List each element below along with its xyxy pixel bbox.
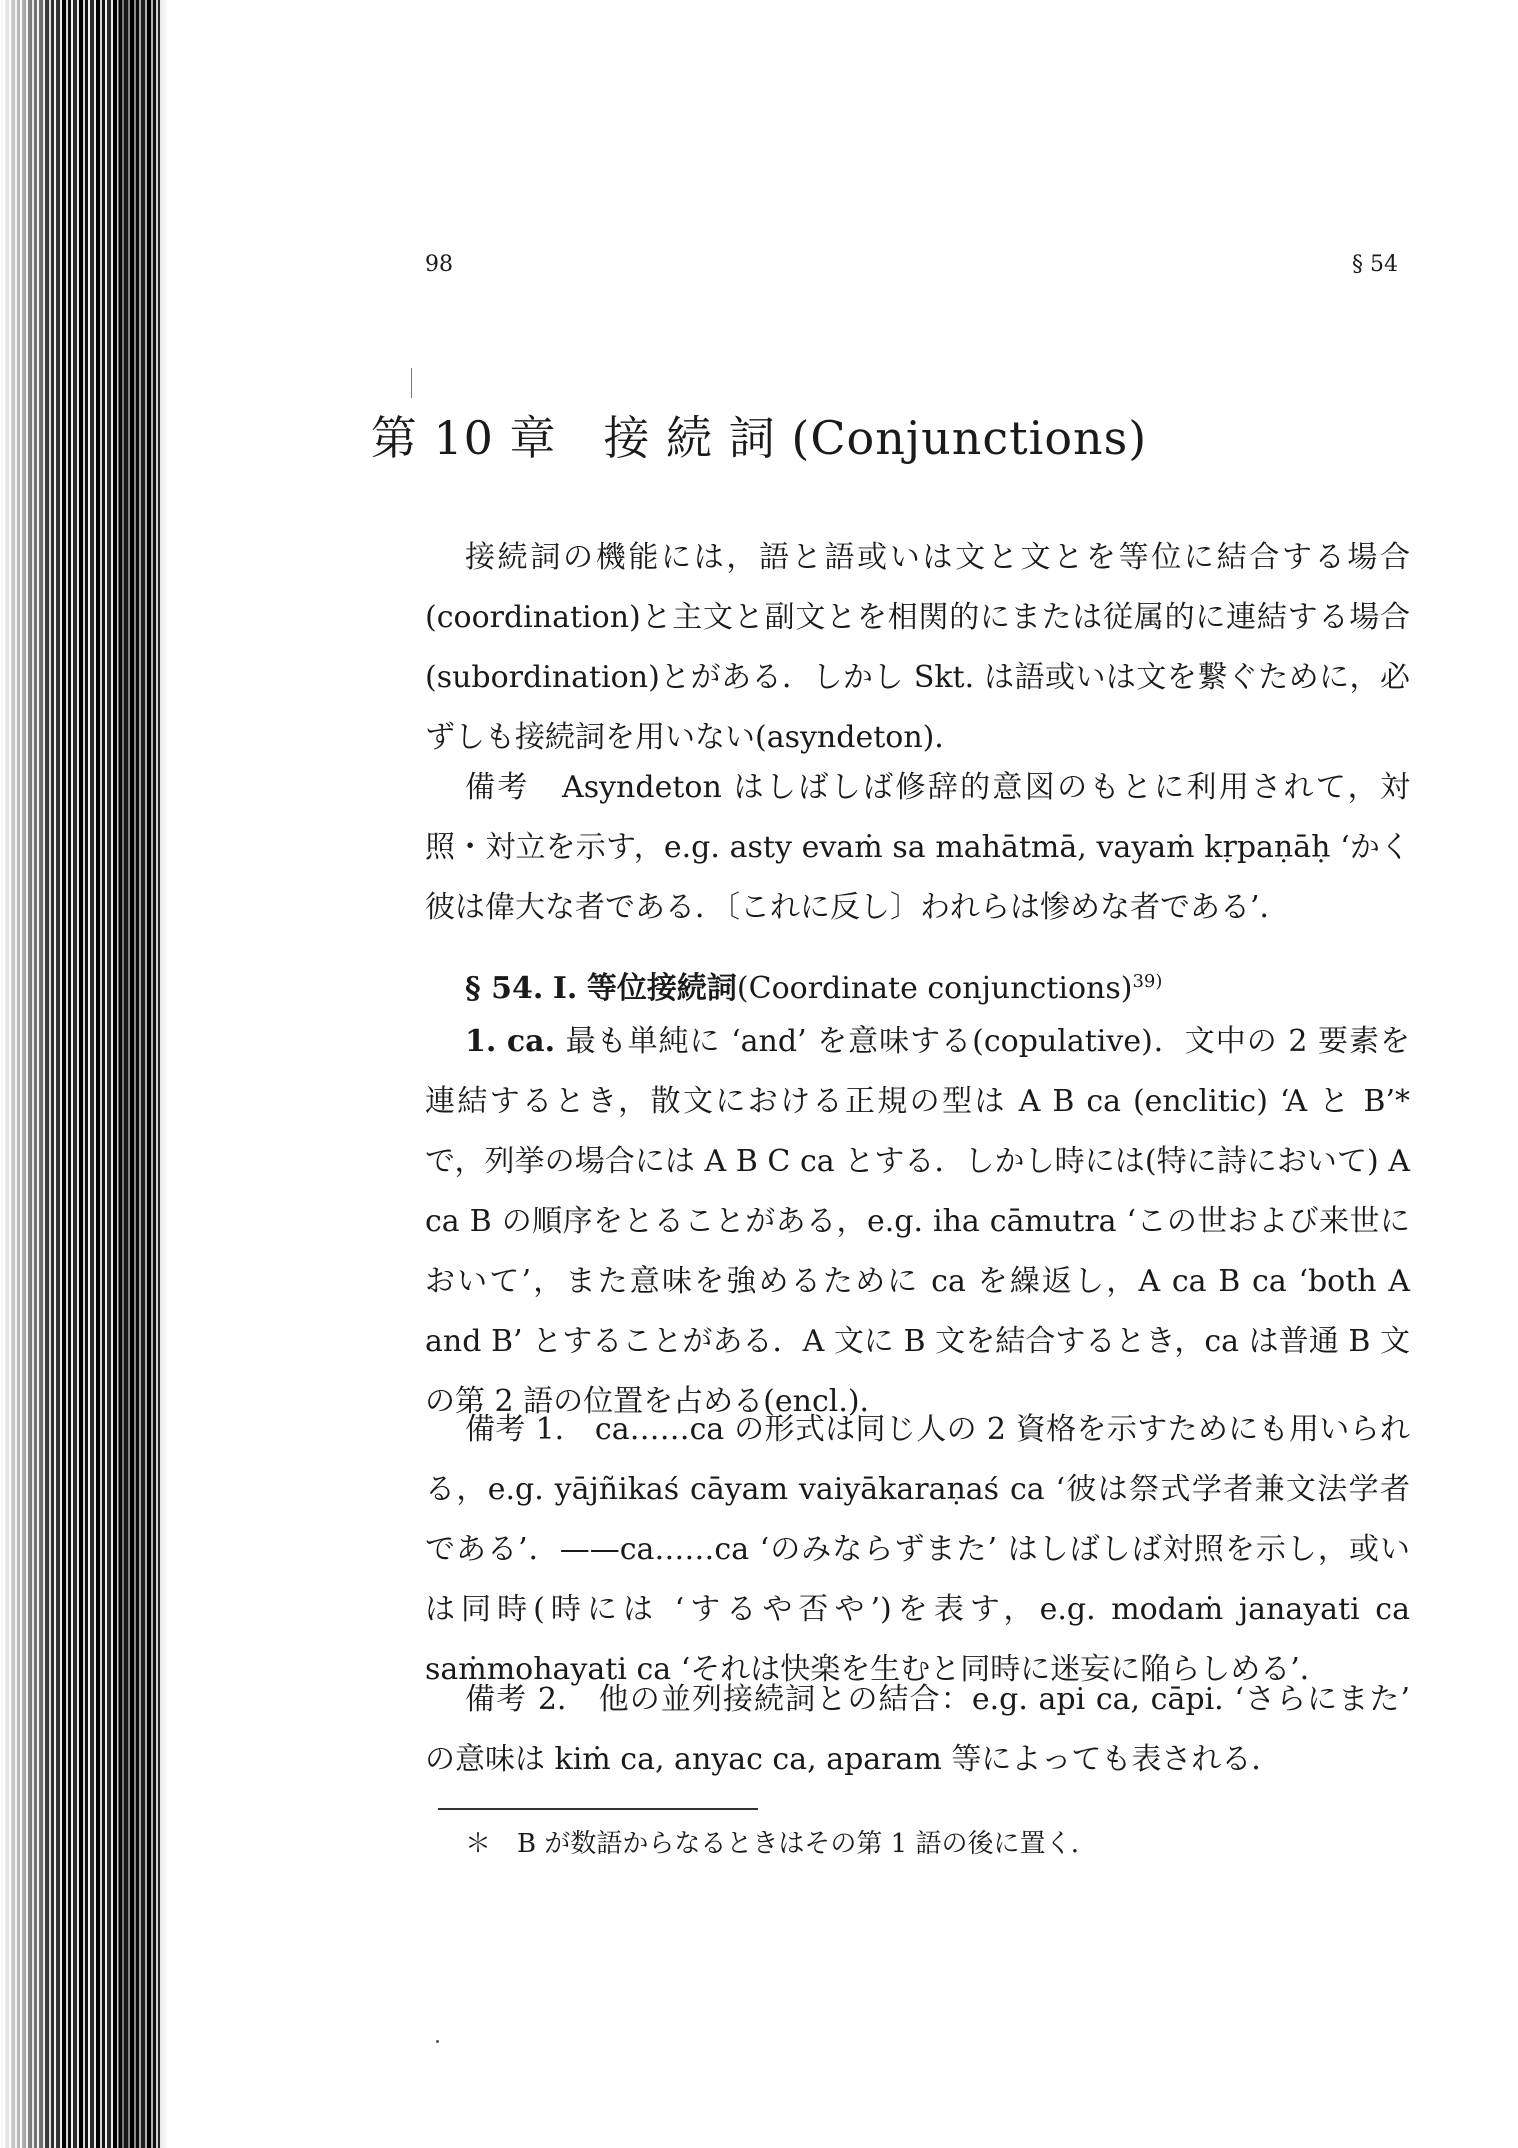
note-reference: 39): [1132, 971, 1163, 992]
item-text: 最も単純に ‘and’ を意味する(copulative)．文中の 2 要素を連結するとき，散文における正規の型は A B ca (enclitic) ‘A と B’* で，列挙の場合には A B C ca とする．しかし時には(特に詩において) A ca B の順序をとることがある，e.g. iha cāmutra ‘この世および来世において’，また意味を強めるために ca を繰返し，A ca B ca ‘both A and B’ とすることがある．A 文に B 文を結合するとき，ca は普通 B 文の第 2 語の位置を占める(encl.)．: [425, 1024, 1410, 1419]
section-title-jp: 等位接続詞: [586, 971, 737, 1006]
section-number: § 54.: [465, 971, 544, 1006]
intro-paragraph: 接続詞の機能には，語と語或いは文と文とを等位に結合する場合(coordination)と主文と副文とを相関的にまたは従属的に連結する場合(subordination)とがある．しかし Skt. は語或いは文を繋ぐために，必ずしも接続詞を用いない(asyndeton)．: [425, 540, 1410, 755]
intro-note: 備考 Asyndeton はしばしば修辞的意図のもとに利用されて，対照・対立を示す，e.g. asty evaṁ sa mahātmā, vayaṁ kṛpaṇāḥ ‘かく彼は偉大な者である．〔これに反し〕われらは惨めな者である’．: [425, 770, 1410, 925]
scan-speck: [436, 2040, 439, 2043]
item-ca-paragraph: [425, 1012, 1410, 1432]
remark-1: 備考 1. ca……ca の形式は同じ人の 2 資格を示すためにも用いられる，e.g. yājñikaś cāyam vaiyākaraṇaś ca ‘彼は祭式学者兼文法学者である’．——ca……ca ‘のみならずまた’ はしばしば対照を示し，或いは同時(時には ‘するや否や’)を表す，e.g. modaṁ janayati ca saṁmohayati ca ‘それは快楽を生むと同時に迷妄に陥らしめる’．: [425, 1412, 1410, 1687]
running-section-ref: § 54: [1352, 252, 1398, 277]
item-term: ca.: [506, 1024, 556, 1059]
footnote: ＊ B が数語からなるときはその第 1 語の後に置く．: [465, 1829, 1097, 1859]
page-number: 98: [425, 252, 453, 277]
chapter-title: 第 10 章 接 続 詞 (Conjunctions): [370, 411, 1148, 465]
item-number: 1.: [465, 1024, 497, 1059]
section-heading: [465, 952, 1162, 1019]
binding-gutter-fade: [118, 0, 168, 2148]
section-title-en: (Coordinate conjunctions): [736, 971, 1133, 1006]
margin-mark: [411, 368, 412, 398]
section-roman: I.: [552, 971, 578, 1006]
remark-2: 備考 2. 他の並列接続詞との結合：e.g. api ca, cāpi. ‘さらにまた’ の意味は kiṁ ca, anyac ca, aparam 等によっても表される．: [425, 1682, 1410, 1777]
footnote-rule: [438, 1808, 758, 1810]
